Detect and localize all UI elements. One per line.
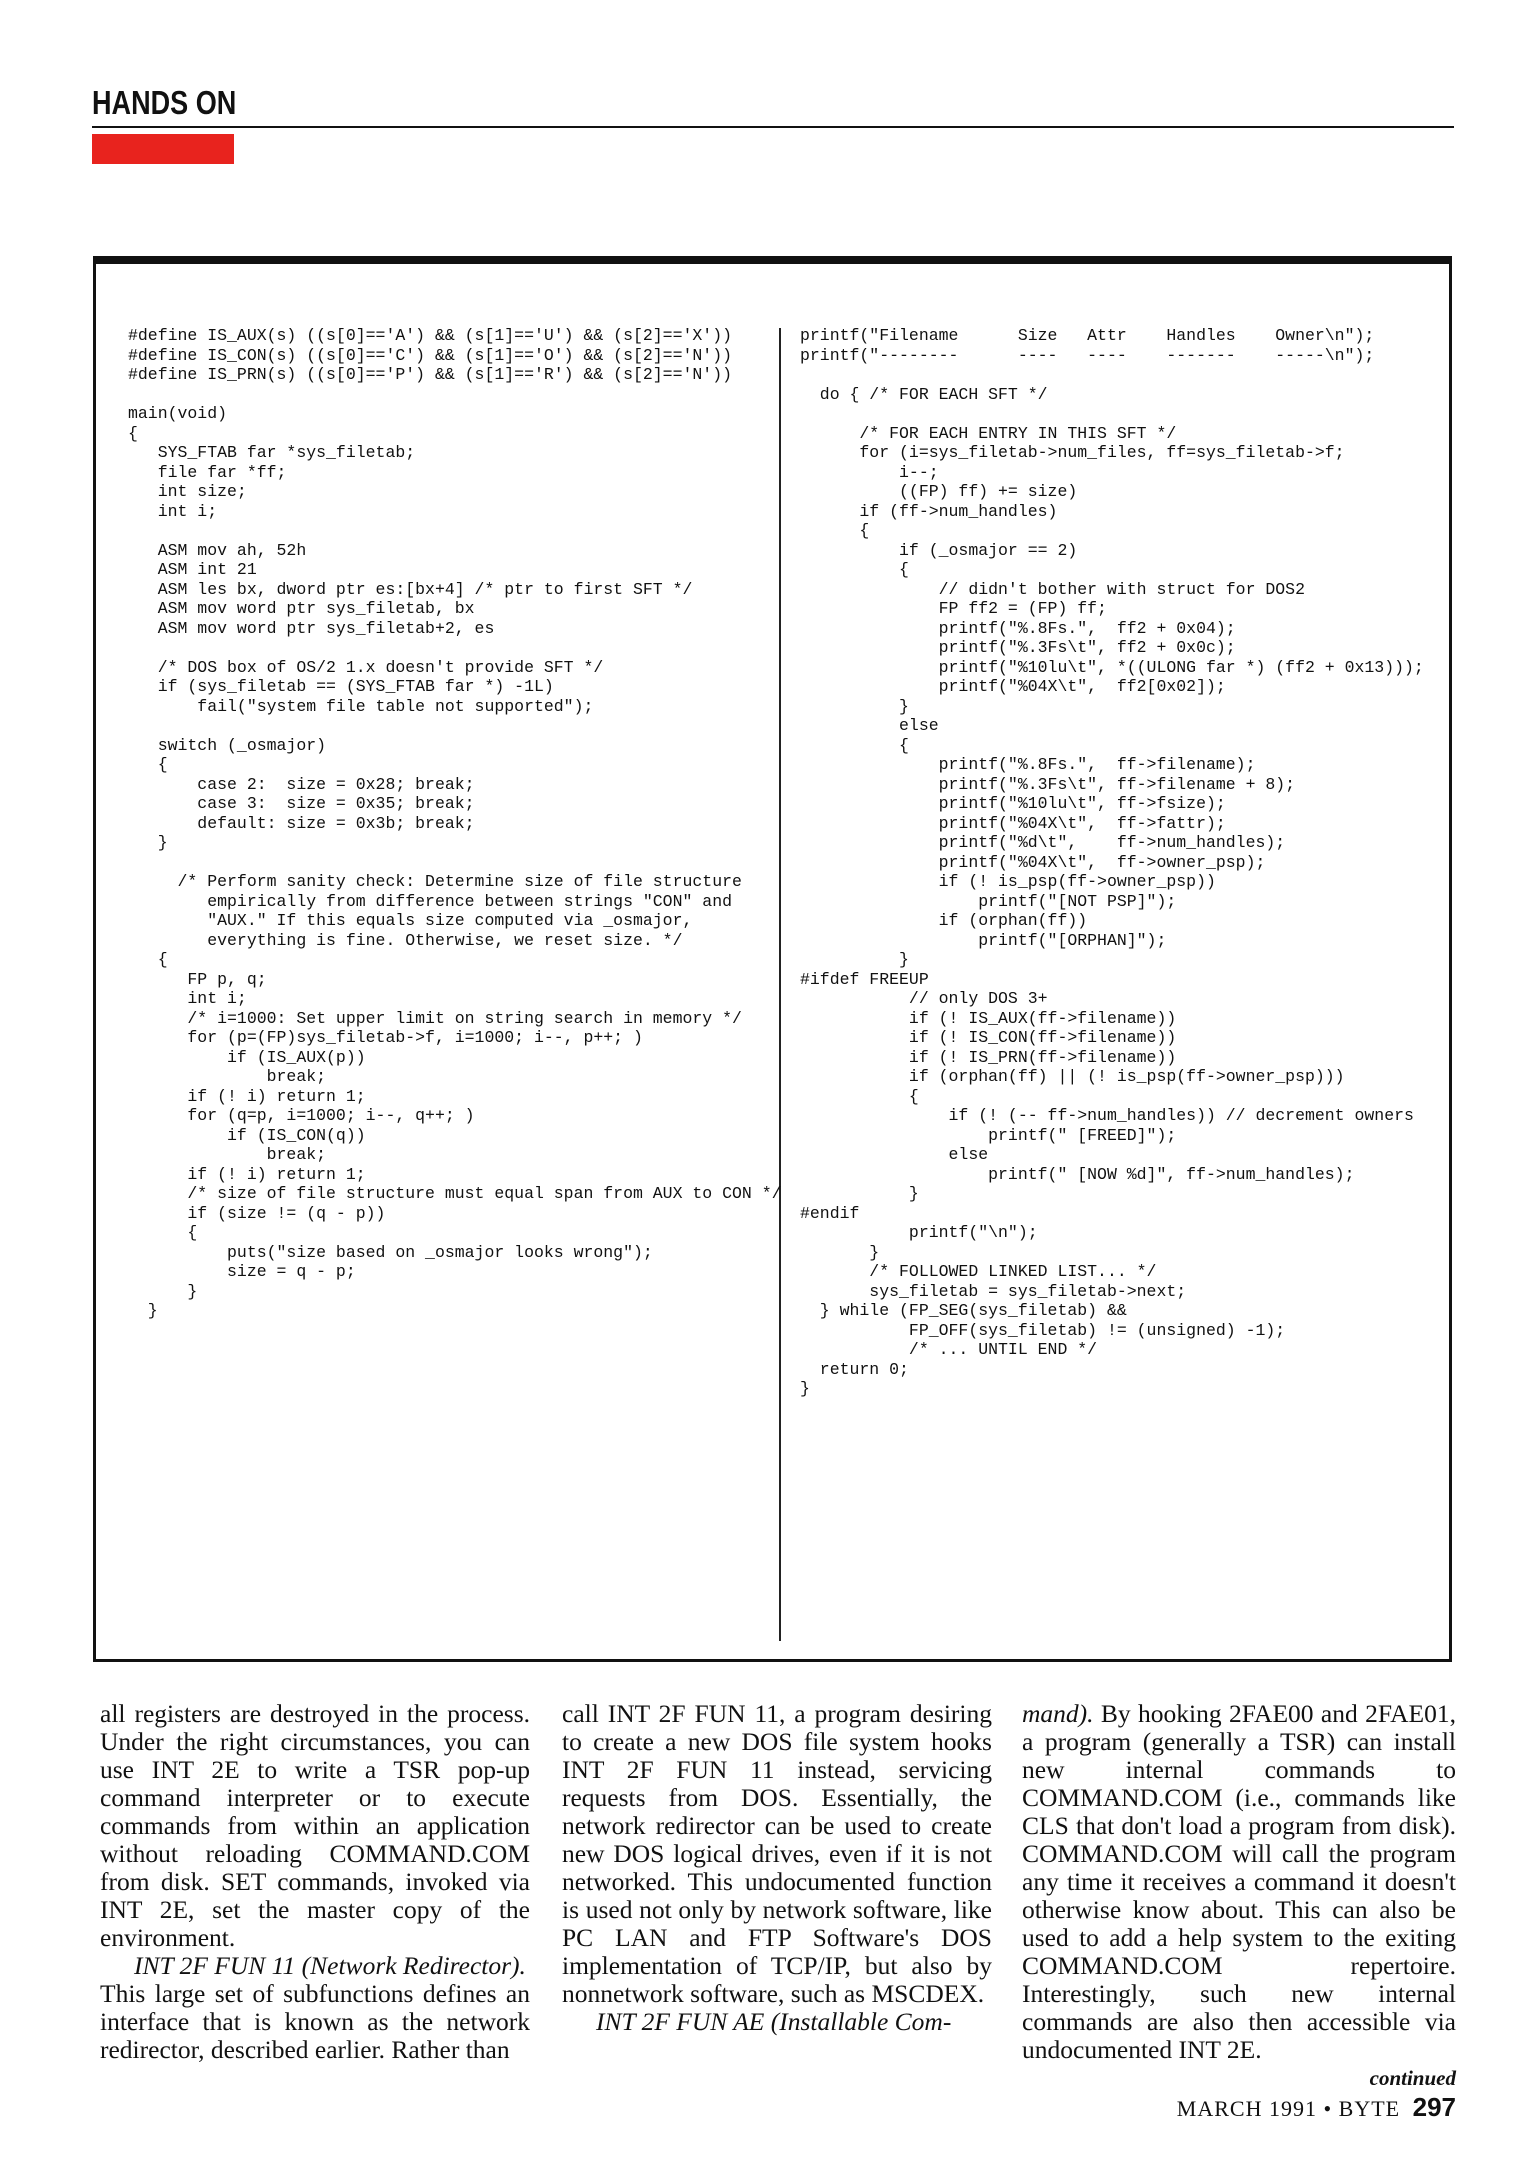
article-column-2	[562, 1700, 992, 2036]
article-paragraph: call INT 2F FUN 11, a program desiring to create a new DOS file system hooks INT 2F FUN 11 instead, servicing requests from DOS. Essentially, the network redirector can be used to create new DOS logical drives, even if it is not networked. This undocumented function is used not only by network software, like PC LAN and FTP Software's DOS implementation of TCP/IP, but also by nonnetwork software, such as MSCDEX.	[562, 1699, 992, 2008]
continued-label: continued	[1369, 2066, 1456, 2090]
page-footer	[1177, 2092, 1456, 2123]
article-paragraph	[562, 2008, 992, 2036]
issue-date: MARCH 1991	[1176, 2096, 1317, 2121]
article-paragraph	[1022, 1700, 1456, 2064]
section-accent-bar	[92, 134, 234, 164]
magazine-name: BYTE	[1338, 2096, 1401, 2121]
subhead-installable-command: INT 2F FUN AE (Installable Com-	[596, 2007, 952, 2036]
subhead-installable-command-end: mand).	[1022, 1699, 1094, 1728]
article-text: By hooking 2FAE00 and 2FAE01, a program (generally a TSR) can install new internal commands to COMMAND.COM (i.e., commands like CLS that don't load a program from disk). COMMAND.COM will call the program any time it receives a command it doesn't otherwise know about. This can also be used to add a help system to the exiting COMMAND.COM repertoire. Interestingly, such new internal commands are also then accessible via undocumented INT 2E.	[1022, 1699, 1456, 2064]
article-column-3	[1022, 1700, 1456, 2064]
article-paragraph: This large set of subfunctions defines an interface that is known as the network redirector, described earlier. Rather than	[100, 1979, 530, 2064]
page-number: 297	[1412, 2092, 1456, 2122]
code-listing-left: #define IS_AUX(s) ((s[0]=='A') && (s[1]=='U') && (s[2]=='X')) #define IS_CON(s) ((s[0]=='C') && (s[1]=='O') && (s[2]=='N')) #define IS_PRN(s) ((s[0]=='P') && (s[1]=='R') && (s[2]=='N')) main(void) { SYS_FTAB far *sys_filetab; file far *ff; int size; int i; ASM mov ah, 52h ASM int 21 ASM les bx, dword ptr es:[bx+4] /* ptr to first SFT */ ASM mov word ptr sys_filetab, bx ASM mov word ptr sys_filetab+2, es /* DOS box of OS/2 1.x doesn't provide SFT */ if (sys_filetab == (SYS_FTAB far *) -1L) fail("system file table not supported"); switch (_osmajor) { case 2: size = 0x28; break; case 3: size = 0x35; break; default: size = 0x3b; break; } /* Perform sanity check: Determine size of file structure empirically from difference between strings "CON" and "AUX." If this equals size computed via _osmajor, everything is fine. Otherwise, we reset size. */ { FP p, q; int i; /* i=1000: Set upper limit on string search in memory */ for (p=(FP)sys_filetab->f, i=1000; i--, p++; ) if (IS_AUX(p)) break; if (! i) return 1; for (q=p, i=1000; i--, q++; ) if (IS_CON(q)) break; if (! i) return 1; /* size of file structure must equal span from AUX to CON */ if (size != (q - p)) { puts("size based on _osmajor looks wrong"); size = q - p; } }	[128, 326, 782, 1320]
code-listing-right: printf("Filename Size Attr Handles Owner\n"); printf("-------- ---- ---- ------- -----\n"); do { /* FOR EACH SFT */ /* FOR EACH ENTRY IN THIS SFT */ for (i=sys_filetab->num_files, ff=sys_filetab->f; i--; ((FP) ff) += size) if (ff->num_handles) { if (_osmajor == 2) { // didn't bother with struct for DOS2 FP ff2 = (FP) ff; printf("%.8Fs.", ff2 + 0x04); printf("%.3Fs\t", ff2 + 0x0c); printf("%10lu\t", *((ULONG far *) (ff2 + 0x13))); printf("%04X\t", ff2[0x02]); } else { printf("%.8Fs.", ff->filename); printf("%.3Fs\t", ff->filename + 8); printf("%10lu\t", ff->fsize); printf("%04X\t", ff->fattr); printf("%d\t", ff->num_handles); printf("%04X\t", ff->owner_psp); if (! is_psp(ff->owner_psp)) printf("[NOT PSP]"); if (orphan(ff)) printf("[ORPHAN]"); } #ifdef FREEUP // only DOS 3+ if (! IS_AUX(ff->filename)) if (! IS_CON(ff->filename)) if (! IS_PRN(ff->filename)) if (orphan(ff) || (! is_psp(ff->owner_psp))) { if (! (-- ff->num_handles)) // decrement owners printf(" [FREED]"); else printf(" [NOW %d]", ff->num_handles); } #endif printf("\n"); } /* FOLLOWED LINKED LIST... */ sys_filetab = sys_filetab->next; } while (FP_SEG(sys_filetab) && FP_OFF(sys_filetab) != (unsigned) -1); /* ... UNTIL END */ return 0; }	[800, 326, 1424, 1398]
subhead-network-redirector: INT 2F FUN 11 (Network Redirector).	[134, 1951, 526, 1980]
article-column-1	[100, 1700, 530, 2064]
section-label: HANDS ON	[92, 84, 237, 121]
footer-separator: •	[1323, 2096, 1333, 2121]
header-rule	[92, 126, 1454, 128]
article-paragraph	[100, 1952, 530, 1980]
article-paragraph: all registers are destroyed in the process. Under the right circumstances, you can use INT 2E to write a TSR pop-up command interpreter or to execute commands from within an application without reloading COMMAND.COM from disk. SET commands, invoked via INT 2E, set the master copy of the environment.	[100, 1699, 530, 1952]
